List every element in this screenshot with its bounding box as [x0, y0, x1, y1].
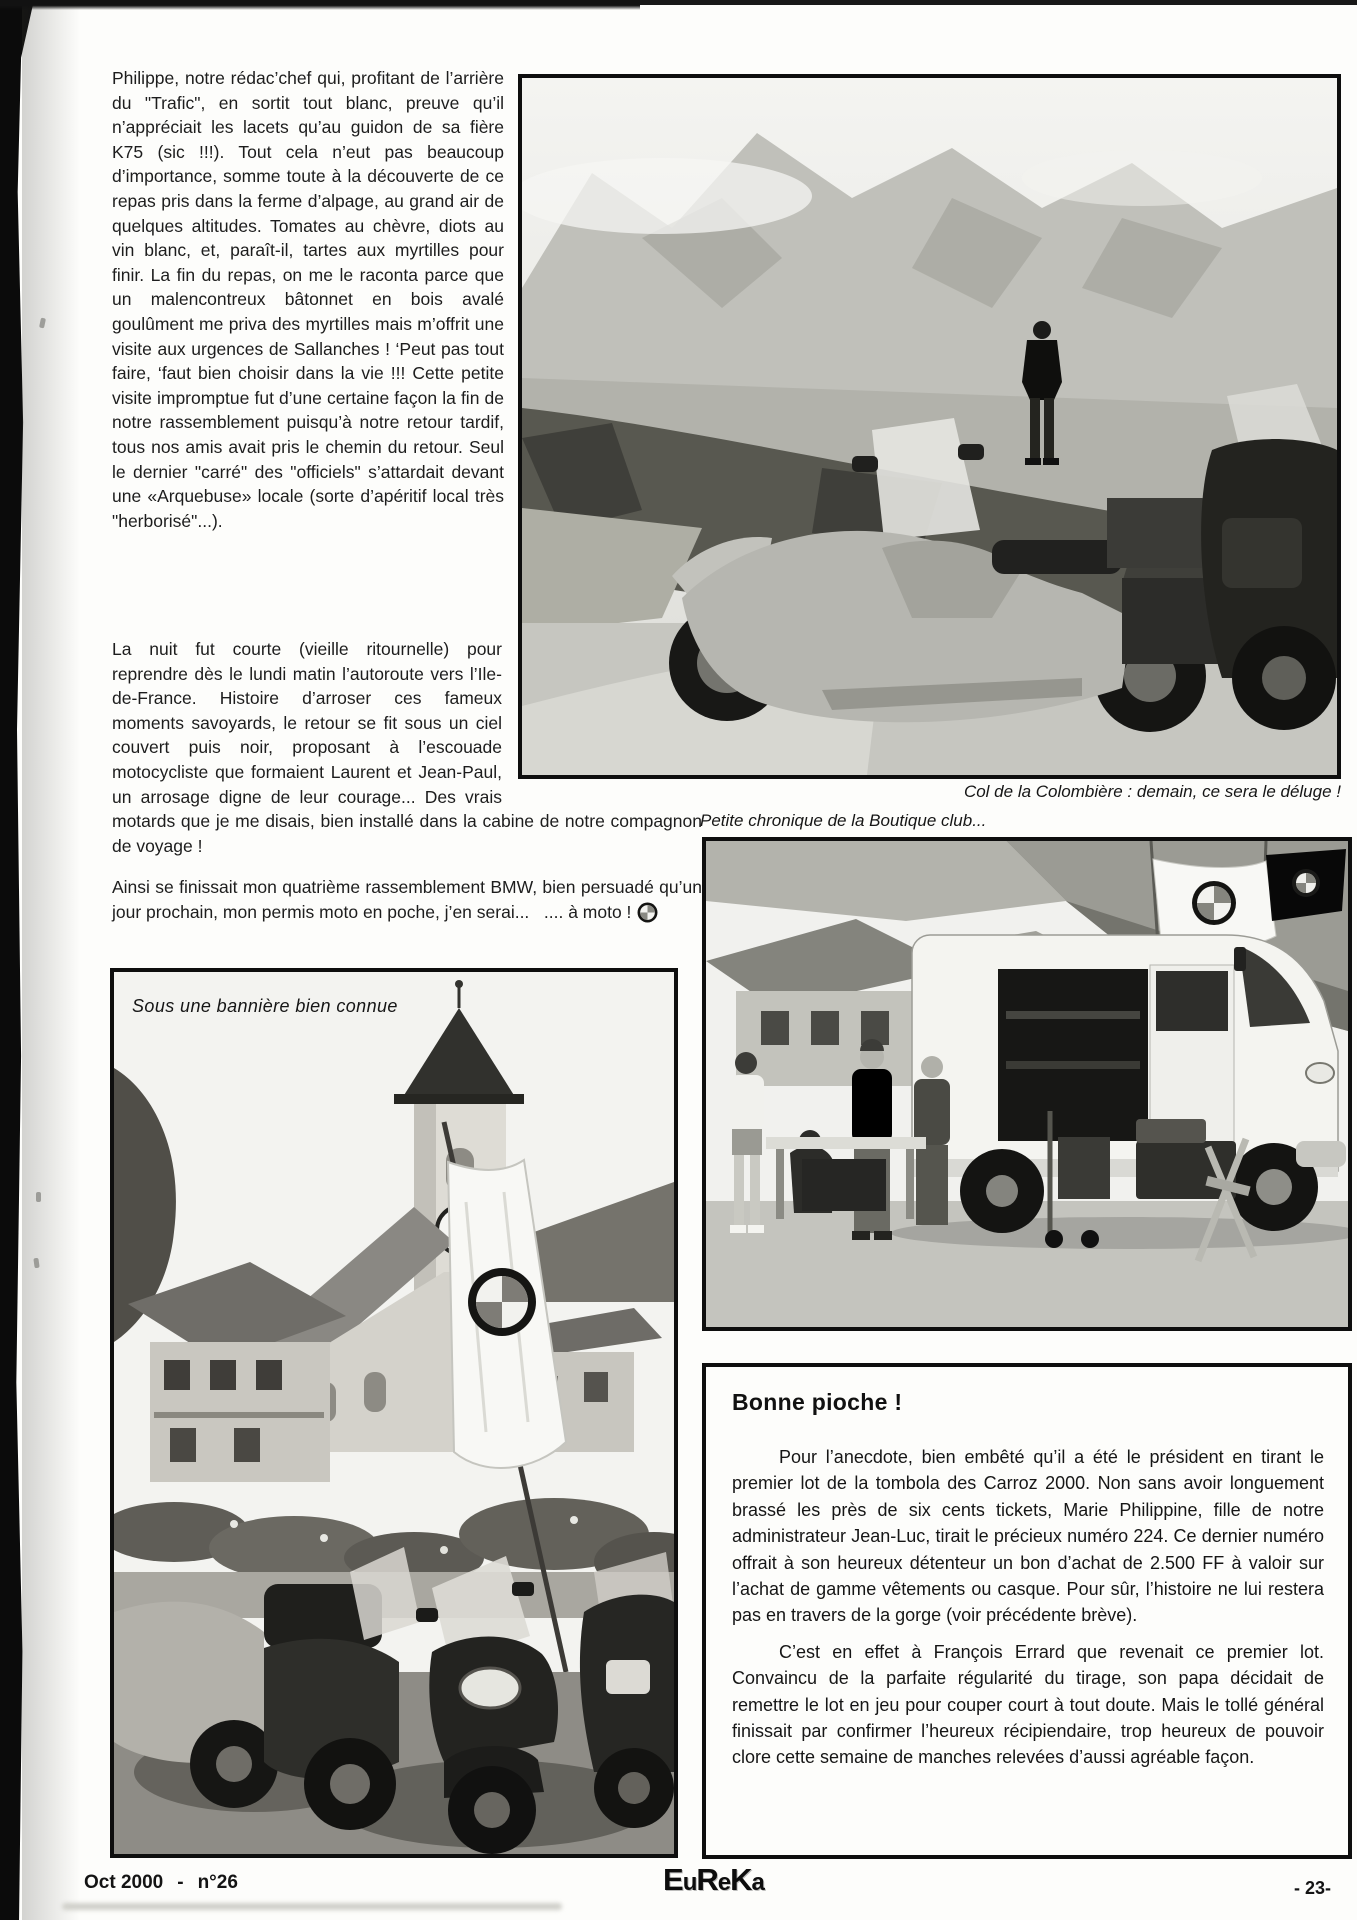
church-scene-illustration: [114, 972, 674, 1854]
logo-letter: R: [696, 1862, 718, 1897]
footer-separator: -: [177, 1872, 184, 1893]
logo-letter: a: [751, 1869, 764, 1896]
photo-boutique-van: [702, 837, 1352, 1331]
footer-issue-number: n°26: [197, 1872, 238, 1893]
brief-box-paragraph-2: C’est en effet à François Errard que revenait ce premier lot. Convaincu de la parfaite régularité du tirage, son papa décidait de remettre le lot en jeu pour couper court à tout doute. Mais le tollé général finissait par confirmer l’heureux récipiendaire, trop heureux de pouvoir clore cette semaine de manches relevées d’aussi agréable façon.: [732, 1641, 1324, 1768]
footer-issue-date: [84, 1872, 238, 1894]
caption-sous-une-banniere: Sous une bannière bien connue: [132, 996, 398, 1016]
page-curl-shadow: [22, 0, 80, 1920]
photo-col-de-la-colombiere: [518, 74, 1341, 779]
scan-top-edge-dark: [0, 0, 640, 10]
logo-letter: e: [717, 1869, 731, 1896]
logo-letter: E: [663, 1862, 683, 1897]
bmw-roundel-icon: [637, 902, 658, 923]
caption-boutique-club: Petite chronique de la Boutique club...: [700, 811, 987, 830]
scan-speck: [36, 1192, 41, 1202]
caption-col-de-la-colombiere: Col de la Colombière : demain, ce sera le déluge !: [963, 782, 1341, 801]
scan-smudge: [62, 1903, 562, 1910]
article-paragraph-3-text: Ainsi se finissait mon quatrième rassemblement BMW, bien persuadé qu’un jour prochain, mon permis moto en poche, j’en serai... .... à moto !: [112, 877, 702, 922]
brief-box-bonne-pioche: [702, 1363, 1352, 1859]
photo-church-flag: [110, 968, 678, 1858]
eureka-logo: [663, 1862, 764, 1898]
footer-month-year: Oct 2000: [84, 1872, 164, 1893]
footer-page-number: - 23-: [1294, 1878, 1332, 1898]
mountain-scene-illustration: [522, 78, 1337, 775]
logo-letter: u: [682, 1869, 697, 1896]
brief-box-paragraph-1: Pour l’anecdote, bien embêté qu’il a été le président en tirant le premier lot de la tombola des Carroz 2000. Non sans avoir longuement brassé les près de six cents tickets, Marie Philippine, fille de notre administrateur Jean-Luc, tirait le précieux numéro 224. Ce dernier numéro offrait à son heureux détenteur un bon d’achat de 2.500 FF à valoir sur l’achat de gamme vêtements ou casque. Pour sûr, l’histoire ne lui restera pas en travers de la gorge (voir précédente brève).: [732, 1447, 1324, 1626]
article-paragraph-3: [112, 875, 702, 924]
article-paragraph-2: La nuit fut courte (vieille ritournelle) pour reprendre dès le lundi matin l’autoroute vers l’Ile-de-France. Histoire d’arroser ces fameux moments savoyards, le retour se fit sous un ciel couvert puis noir, proposant à l’escouade motocycliste que formaient Laurent et Jean-Paul, un arrosage digne de leur courage... Des vrais motards que je me disais, bien installé dans la cabine de notre compagnon de voyage !: [112, 639, 702, 856]
article-paragraph-1: Philippe, notre rédac’chef qui, profitant de l’arrière du "Trafic", en sortit tout blanc, preuve qu’il n’appréciait les lacets qu’au guidon de sa fière K75 (sic !!!). Tout cela n’eut pas beaucoup d’importance, somme toute à la découverte de ce repas pris dans la ferme d’alpage, au grand air de quelques altitudes. Tomates au chèvre, diots au vin blanc, et, paraît-il, tartes aux myrtilles pour finir. La fin du repas, on me le raconta parce que un malencontreux bâtonnet en bois avalé goulûment me priva des myrtilles mais m’offrit une visite aux urgences de Sallanches ! ‘Peut pas tout faire, ‘faut bien choisir dans la vie !!! Cette petite visite impromptue fut d’une certaine façon la fin de notre rassemblement puisqu’à notre retour tardif, tous nos amis avait pris le chemin du retour. Seul le dernier "carré" des "officiels" s’attardait devant une «Arquebuse» locale (sorte d’apéritif local très "herborisé"...).: [112, 68, 504, 531]
logo-letter: K: [730, 1862, 752, 1897]
van-scene-illustration: [706, 841, 1348, 1327]
brief-box-title: Bonne pioche !: [732, 1389, 903, 1415]
